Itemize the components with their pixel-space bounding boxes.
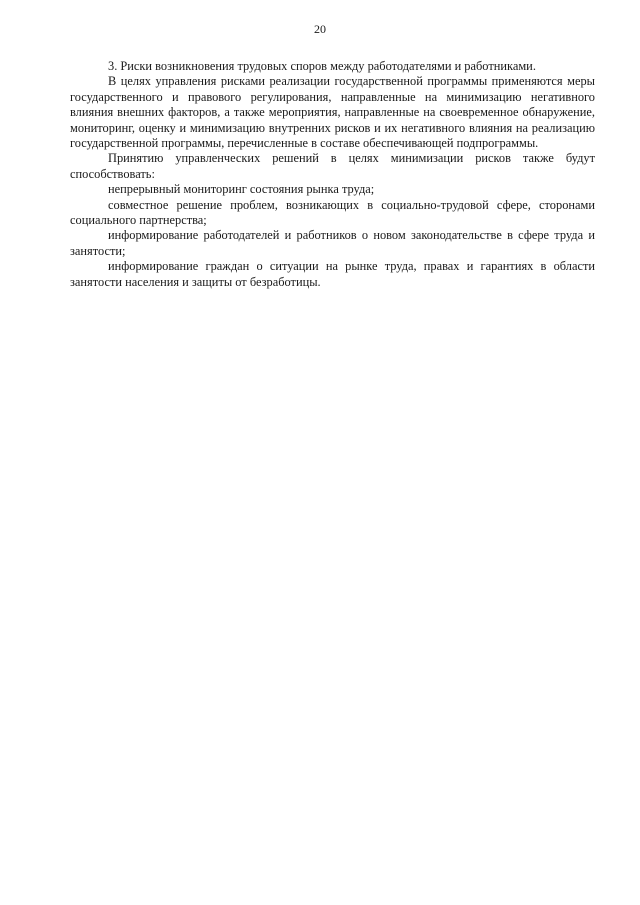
page-number: 20 <box>314 22 326 36</box>
list-item-partnership: совместное решение проблем, возникающих в социально-трудовой сфере, сторонами социального партнерства; <box>70 197 595 228</box>
list-item-monitoring: непрерывный мониторинг состояния рынка труда; <box>108 182 375 197</box>
list-item-citizen-info: информирование граждан о ситуации на рынке труда, правах и гарантиях в области занятости населения и защиты от безработицы. <box>70 259 595 289</box>
document-body <box>70 59 595 290</box>
paragraph-risk-heading: 3. Риски возникновения трудовых споров между работодателями и работниками. <box>108 59 536 73</box>
list-item-employer-info: информирование работодателей и работников о новом законодательстве в сфере труда и занятости; <box>70 228 595 258</box>
paragraph-decision-intro: Принятию управленческих решений в целях минимизации рисков также будут способствовать: <box>70 151 595 181</box>
paragraph-risk-management: В целях управления рисками реализации государственной программы применяются меры государственного и правового регулирования, направленные на минимизацию негативного влияния внешних факторов, а также мероприятия, направленные на своевременное обнаружение, мониторинг, оценку и минимизацию внутренних рисков и их негативного влияния на реализацию государственной программы, перечисленные в составе обеспечивающей подпрограммы. <box>70 74 595 151</box>
